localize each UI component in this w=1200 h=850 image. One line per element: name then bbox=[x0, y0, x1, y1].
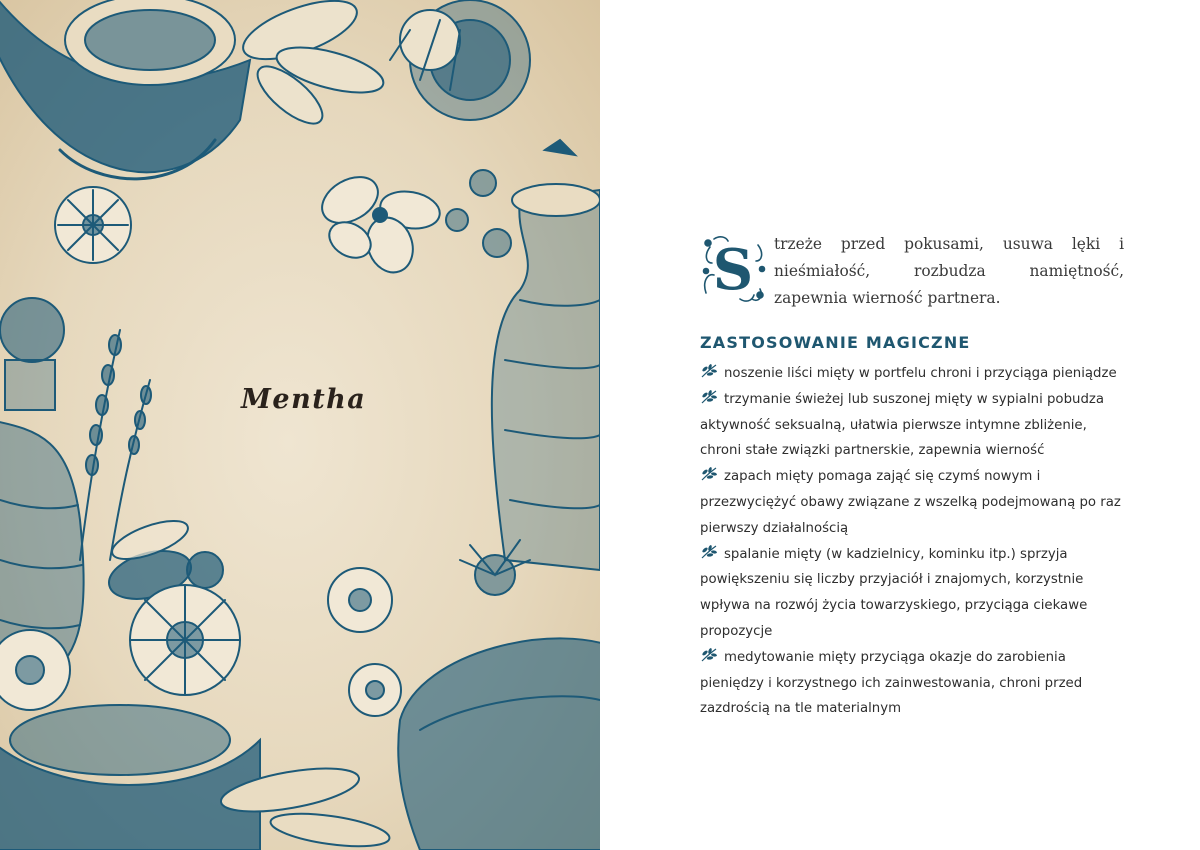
list-item bbox=[700, 464, 1125, 541]
list-item bbox=[700, 645, 1125, 722]
mortar-bottom-right bbox=[398, 638, 600, 850]
list-item-text: spalanie mięty (w kadzielnicy, kominku itp.) sprzyja powiększeniu się liczby przyjaciół i znajomych, korzystnie wpływa na rozwój życia towarzyskiego, przyciąga ciekawe propozycje bbox=[700, 546, 1088, 639]
magic-uses-list bbox=[700, 361, 1125, 722]
ornamental-dropcap bbox=[700, 233, 766, 305]
list-item bbox=[700, 361, 1125, 387]
plant-name-title: Mentha bbox=[241, 384, 367, 415]
list-item bbox=[700, 542, 1125, 645]
berries bbox=[446, 170, 511, 257]
sprig-icon bbox=[700, 364, 718, 378]
sprig-icon bbox=[700, 648, 718, 662]
list-item bbox=[700, 387, 1125, 464]
list-item-text: zapach mięty pomaga zająć się czymś nowym i przezwyciężyć obawy związane z wszelką podejmowaną po raz pierwszy działalnością bbox=[700, 469, 1121, 536]
mortar-bowl-top-left bbox=[0, 0, 250, 179]
seed-bowl-bottom bbox=[0, 705, 260, 850]
text-page bbox=[600, 0, 1200, 850]
section-heading: ZASTOSOWANIE MAGICZNE bbox=[700, 333, 971, 352]
small-flower-top bbox=[314, 168, 443, 279]
dropcap-letter: S bbox=[712, 237, 754, 303]
sprig-icon bbox=[700, 467, 718, 481]
list-item-text: trzymanie świeżej lub suszonej mięty w sypialni pobudza aktywność seksualną, ułatwia pierwsze intymne zbliżenie, chroni stałe związki partnerskie, zapewnia wierność bbox=[700, 391, 1105, 459]
sprig-icon bbox=[700, 545, 718, 559]
bottle-left bbox=[0, 298, 84, 680]
flowers-top bbox=[236, 0, 530, 133]
list-item-text: medytowanie mięty przyciąga okazje do zarobienia pieniędzy i korzystnego ich zainwestowania, chroni przed zazdrością na tle materialnym bbox=[700, 649, 1083, 717]
intro-text: trzeże przed pokusami, usuwa lęki i nieśmiałość, rozbudza namiętność, zapewnia wierność partnera. bbox=[774, 235, 1124, 307]
intro-paragraph bbox=[700, 231, 1124, 312]
lavender-sprigs bbox=[80, 330, 151, 560]
list-item-text: noszenie liści mięty w portfelu chroni i przyciąga pieniądze bbox=[724, 366, 1117, 381]
daisy-left bbox=[55, 187, 131, 263]
jar-right bbox=[492, 140, 600, 570]
sprig-icon bbox=[700, 390, 718, 404]
